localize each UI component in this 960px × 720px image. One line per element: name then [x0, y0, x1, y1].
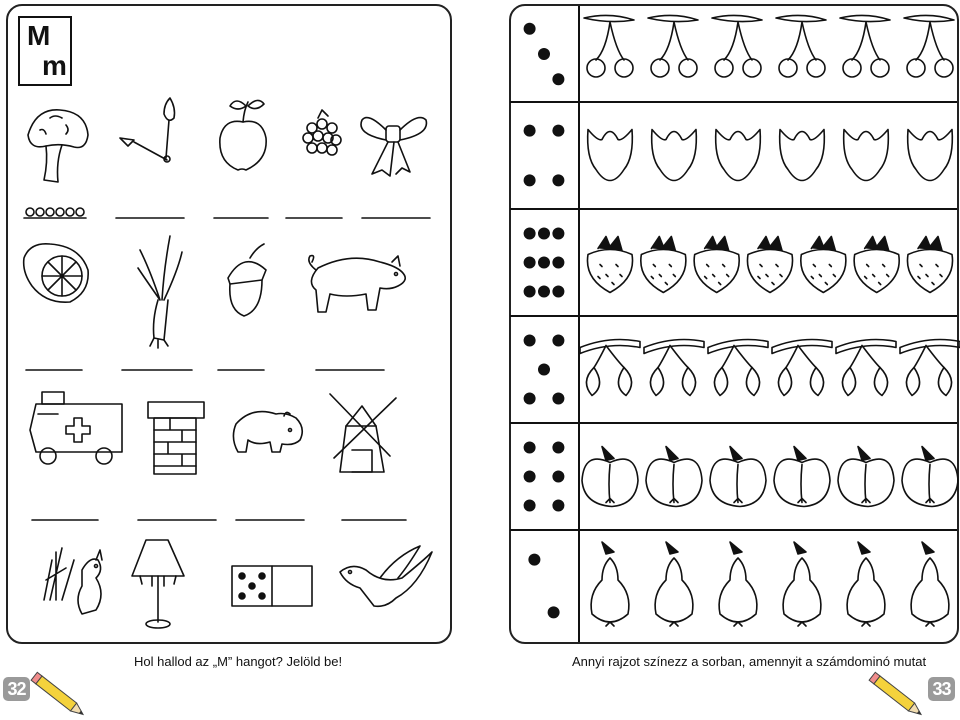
left-page-number: 32 [3, 677, 30, 701]
letter-upper: M [27, 20, 51, 51]
left-instruction-text: Hol hallod az „M” hangot? Jelöld be! [134, 654, 343, 669]
right-page-number: 33 [928, 677, 955, 701]
right-instruction-text: Annyi rajzot színezz a sorban, amennyit a számdominó mutat [572, 654, 927, 669]
letter-lower: m [42, 50, 67, 81]
